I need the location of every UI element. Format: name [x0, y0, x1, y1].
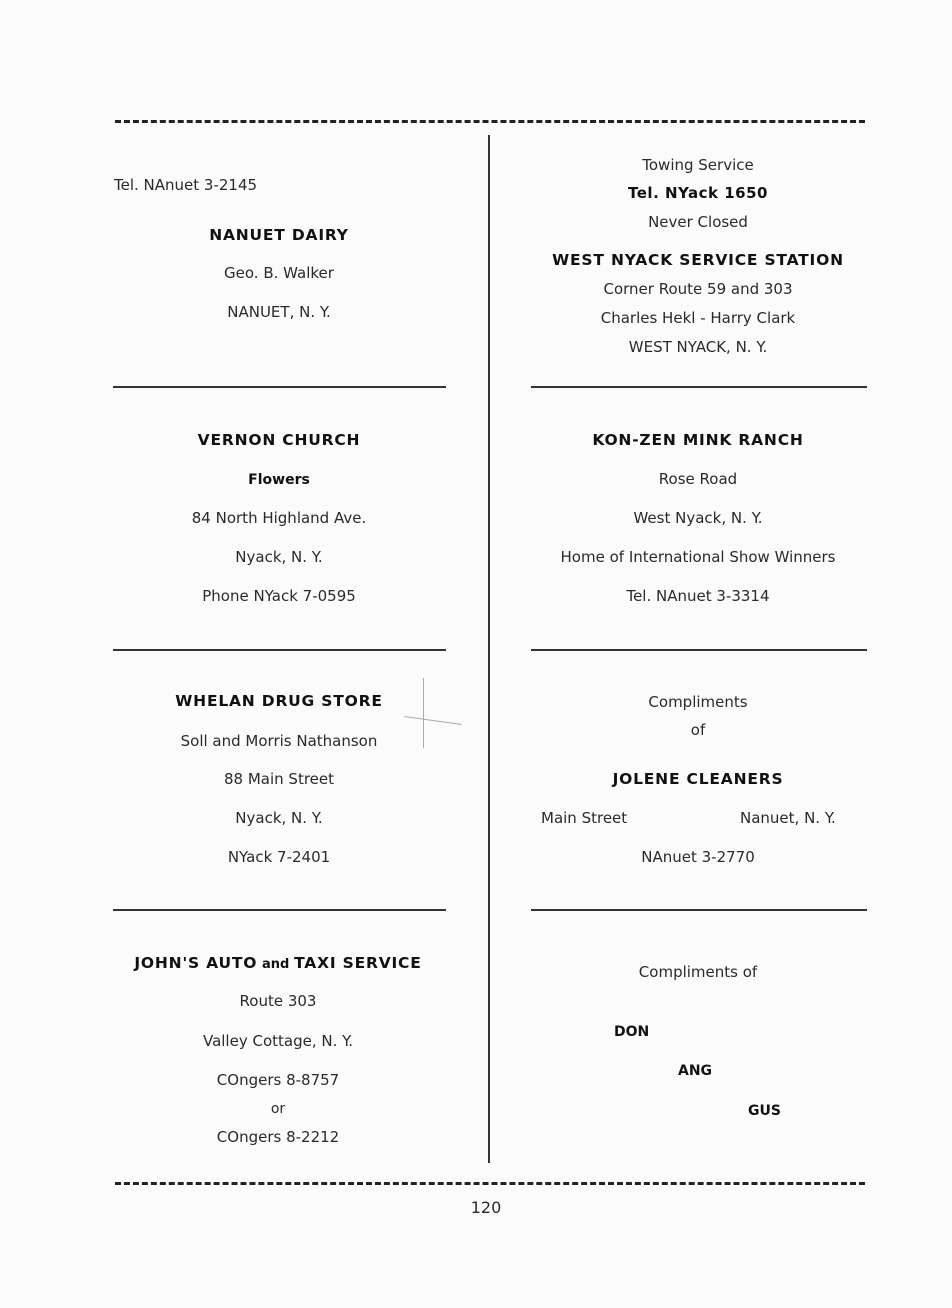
johns-route: Route 303 [239, 992, 317, 1010]
ad-divider [113, 909, 446, 911]
jolene-city: Nanuet, N. Y. [740, 809, 836, 827]
ad-divider [113, 649, 446, 651]
station-corner: Corner Route 59 and 303 [603, 280, 793, 298]
johns-name-and: and [262, 957, 290, 972]
konzen-road: Rose Road [658, 470, 738, 488]
johns-city: Valley Cottage, N. Y. [202, 1032, 354, 1050]
dag-compliments: Compliments of [638, 963, 758, 981]
johns-name-b: TAXI SERVICE [294, 954, 422, 972]
dag-name3: GUS [748, 1103, 781, 1119]
vernon-city: Nyack, N. Y. [235, 548, 323, 566]
whelan-owners: Soll and Morris Nathanson [180, 732, 378, 750]
jolene-street: Main Street [541, 809, 628, 827]
whelan-phone: NYack 7-2401 [227, 848, 331, 866]
johns-name-a: JOHN'S AUTO [134, 954, 258, 972]
jolene-name: JOLENE CLEANERS [612, 770, 784, 788]
vernon-tagline: Flowers [248, 472, 310, 488]
ad-divider [531, 909, 867, 911]
station-owners: Charles Hekl - Harry Clark [600, 309, 796, 327]
konzen-name: KON-ZEN MINK RANCH [592, 431, 804, 449]
johns-name [134, 954, 421, 974]
whelan-address: 88 Main Street [223, 770, 335, 788]
johns-or: or [270, 1101, 286, 1117]
dairy-tel: Tel. NAnuet 3-2145 [114, 176, 258, 194]
bottom-dashed-rule [115, 1182, 865, 1185]
dag-name1: DON [614, 1024, 650, 1040]
pencil-mark [423, 678, 424, 748]
ad-divider [113, 386, 446, 388]
dairy-owner: Geo. B. Walker [224, 264, 334, 282]
column-divider [488, 135, 490, 1163]
dairy-city: NANUET, N. Y. [227, 303, 331, 321]
jolene-of: of [690, 721, 706, 739]
jolene-compliments: Compliments [648, 693, 748, 711]
station-city: WEST NYACK, N. Y. [628, 338, 768, 356]
ad-divider [531, 649, 867, 651]
konzen-tagline: Home of International Show Winners [560, 548, 836, 566]
vernon-address: 84 North Highland Ave. [191, 509, 367, 527]
jolene-phone: NAnuet 3-2770 [641, 848, 755, 866]
station-service: Towing Service [642, 156, 754, 174]
johns-phone2: COngers 8-2212 [216, 1128, 340, 1146]
ad-divider [531, 386, 867, 388]
johns-phone1: COngers 8-8757 [216, 1071, 340, 1089]
top-dashed-rule [115, 120, 865, 123]
dairy-name: NANUET DAIRY [209, 226, 349, 244]
station-hours: Never Closed [648, 213, 748, 231]
pencil-mark [404, 716, 462, 725]
whelan-name: WHELAN DRUG STORE [175, 692, 383, 710]
whelan-city: Nyack, N. Y. [235, 809, 323, 827]
vernon-phone: Phone NYack 7-0595 [202, 587, 356, 605]
konzen-tel: Tel. NAnuet 3-3314 [626, 587, 770, 605]
vernon-name: VERNON CHURCH [197, 431, 361, 449]
dag-name2: ANG [678, 1063, 713, 1079]
station-name: WEST NYACK SERVICE STATION [552, 251, 844, 269]
konzen-city: West Nyack, N. Y. [633, 509, 763, 527]
station-tel: Tel. NYack 1650 [628, 184, 768, 202]
page-number: 120 [470, 1198, 502, 1217]
